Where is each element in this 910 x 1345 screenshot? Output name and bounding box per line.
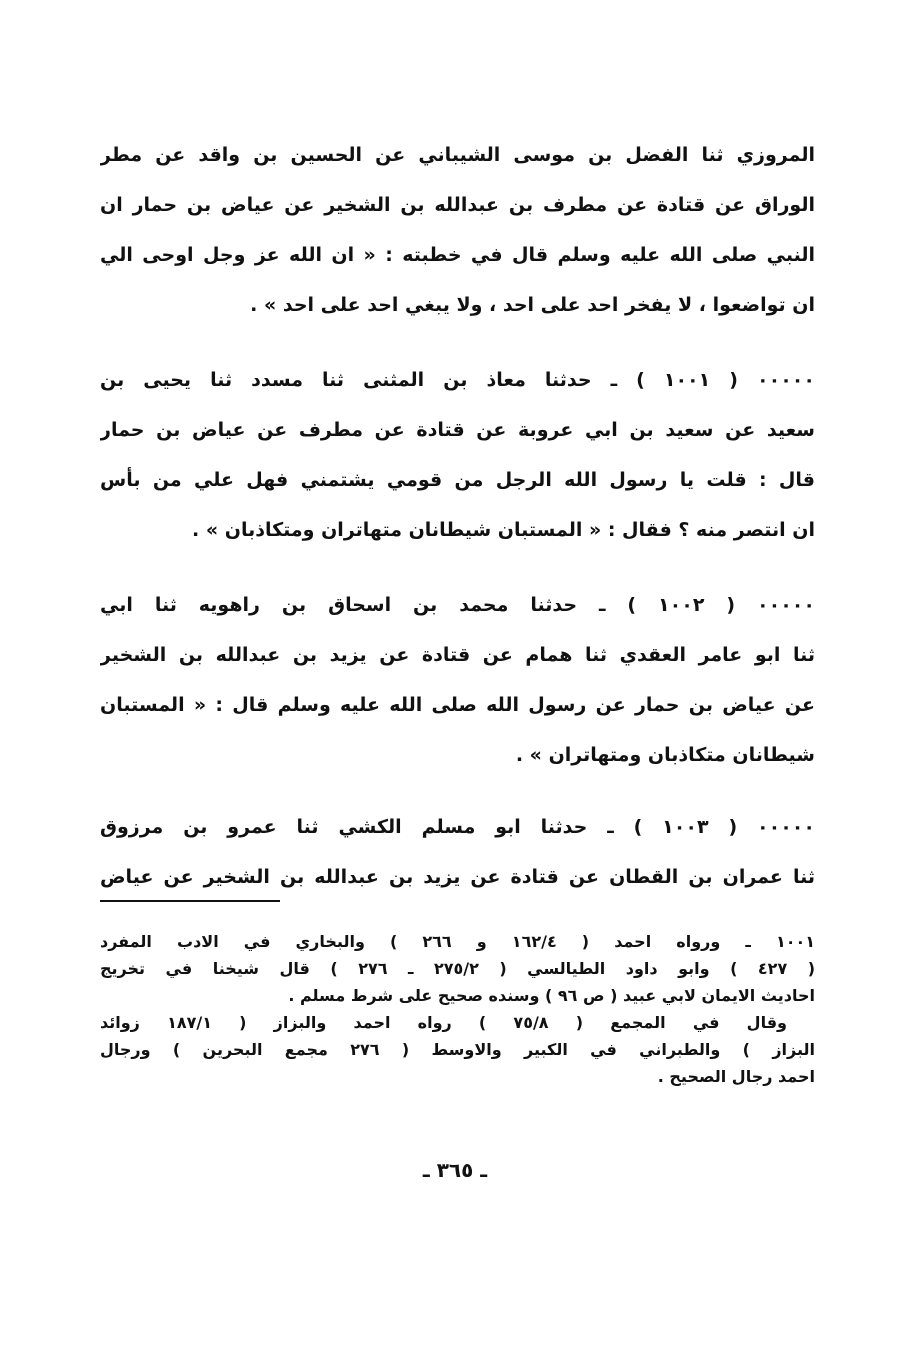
text-line: النبي صلى الله عليه وسلم قال في خطبته : « ان الله عز وجل اوحى الي [100, 244, 815, 266]
text-line: ان انتصر منه ؟ فقال : « المستبان شيطانان متهاتران ومتكاذبان » . [192, 519, 815, 541]
text-line: الوراق عن قتادة عن مطرف بن عبدالله بن الشخير عن عياض بن حمار ان [100, 194, 815, 216]
footnote-divider [100, 900, 280, 902]
text-line: ثنا ابو عامر العقدي ثنا همام عن قتادة عن يزيد بن عبدالله بن الشخير [100, 644, 815, 666]
text-line: ٠٠٠٠٠ ( ١٠٠٣ ) ـ حدثنا ابو مسلم الكشي ثنا عمرو بن مرزوق [100, 816, 815, 838]
footnote-line: ١٠٠١ ـ ورواه احمد ( ١٦٢/٤ و ٢٦٦ ) والبخاري في الادب المفرد [100, 932, 815, 951]
text-line: ثنا عمران بن القطان عن قتادة عن يزيد بن عبدالله بن الشخير عن عياض [100, 866, 815, 888]
footnote-line: وقال في المجمع ( ٧٥/٨ ) رواه احمد والبزاز ( ١٨٧/١ زوائد [100, 1013, 787, 1032]
footnote-line: احاديث الايمان لابي عبيد ( ص ٩٦ ) وسنده صحيح على شرط مسلم . [288, 986, 815, 1005]
main-text [100, 130, 815, 902]
text-line: ان تواضعوا ، لا يفخر احد على احد ، ولا يبغي احد على احد » . [250, 294, 815, 316]
paragraph-hadith-continuation [100, 130, 815, 330]
text-line: المروزي ثنا الفضل بن موسى الشيباني عن الحسين بن واقد عن مطر [100, 144, 815, 166]
paragraph-hadith-1002 [100, 580, 815, 780]
page-number: ـ ٣٦٥ ـ [422, 1158, 488, 1182]
text-line: قال : قلت يا رسول الله الرجل من قومي يشتمني فهل علي من بأس [100, 469, 815, 491]
footnotes [100, 928, 815, 1090]
text-line: عن عياض بن حمار عن رسول الله صلى الله عليه وسلم قال : « المستبان [100, 694, 815, 716]
text-line: ٠٠٠٠٠ ( ١٠٠٢ ) ـ حدثنا محمد بن اسحاق بن راهويه ثنا ابي [100, 594, 815, 616]
text-line: شيطانان متكاذبان ومتهاتران » . [515, 744, 815, 766]
text-line: ٠٠٠٠٠ ( ١٠٠١ ) ـ حدثنا معاذ بن المثنى ثنا مسدد ثنا يحيى بن [100, 369, 815, 391]
footnote-line: احمد رجال الصحيح . [657, 1067, 815, 1086]
text-line: سعيد عن سعيد بن ابي عروبة عن قتادة عن مطرف عن عياض بن حمار [100, 419, 815, 441]
paragraph-hadith-1003 [100, 802, 815, 902]
footnote-line: البزاز ) والطبراني في الكبير والاوسط ( ٢٧٦ مجمع البحرين ) ورجال [100, 1040, 815, 1059]
footnote-line: ( ٤٢٧ ) وابو داود الطيالسي ( ٢٧٥/٢ ـ ٢٧٦ ) قال شيخنا في تخريج [100, 959, 815, 978]
paragraph-hadith-1001 [100, 355, 815, 555]
